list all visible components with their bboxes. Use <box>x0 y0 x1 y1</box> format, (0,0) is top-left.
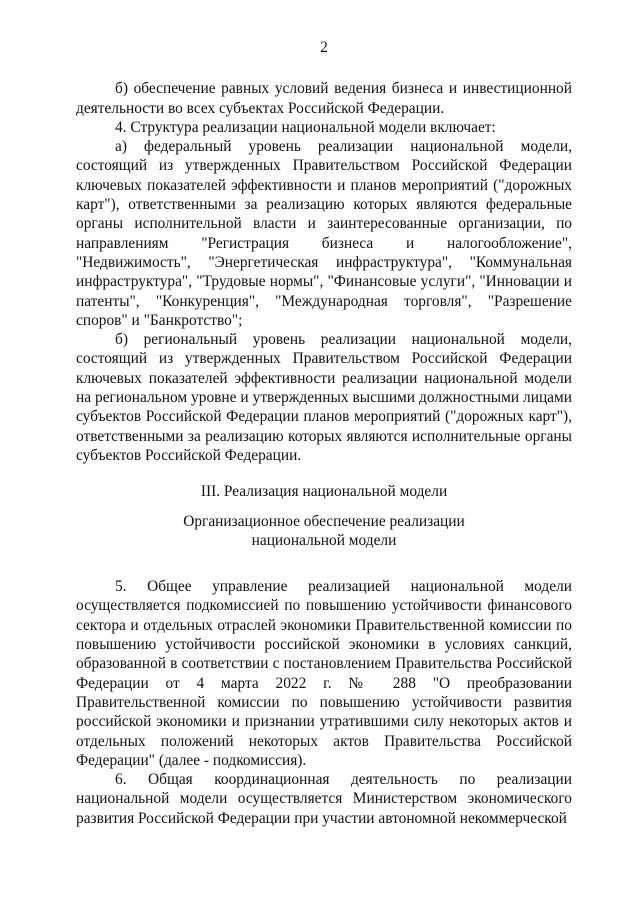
subsection-title-line-1: Организационное обеспечение реализации <box>183 512 465 530</box>
paragraph-3b: б) обеспечение равных условий ведения бизнеса и инвестиционной деятельности во всех субъектах Российской Федерации. <box>76 80 572 117</box>
paragraph-4a: а) федеральный уровень реализации национальной модели, состоящий из утвержденных Правительством Российской Федерации ключевых показателей эффективности и планов мероприятий ("дорожных карт"), ответственными за реализацию которых являются федеральные органы исполнительной власти и заинтересованные организации, по направлениям "Регистрация бизнеса и налогообложение", "Недвижимость", "Энергетическая инфраструктура", "Коммунальная инфраструктура", "Трудовые нормы", "Финансовые услуги", "Инновации и патенты", "Конкуренция", "Международная торговля", "Разрешение споров" и "Банкротство"; <box>76 138 572 329</box>
page-number: 2 <box>320 39 328 56</box>
subsection-title <box>76 512 572 551</box>
paragraph-4b: б) региональный уровень реализации национальной модели, состоящий из утвержденных Правительством Российской Федерации ключевых показателей эффективности реализации национальной модели на региональном уровне и утвержденных высшими должностными лицами субъектов Российской Федерации планов мероприятий ("дорожных карт"), ответственными за реализацию которых являются исполнительные органы субъектов Российской Федерации. <box>76 331 572 464</box>
paragraph-5: 5. Общее управление реализацией национальной модели осуществляется подкомиссией по повышению устойчивости финансового сектора и отдельных отраслей экономики Правительственной комиссии по повышению устойчивости российской экономики в условиях санкций, образованной в соответствии с постановлением Правительства Российской Федерации от 4 марта 2022 г. № 288 "О преобразовании Правительственной комиссии по повышению устойчивости развития российской экономики и признании утратившими силу некоторых актов и отдельных положений некоторых актов Правительства Российской Федерации" (далее - подкомиссия). <box>76 578 572 769</box>
paragraph-6: 6. Общая координационная деятельность по реализации национальной модели осуществляется Министерством экономического развития Российской Федерации при участии автономной некоммерческой <box>76 771 572 827</box>
section-title: III. Реализация национальной модели <box>200 483 448 501</box>
subsection-title-line-2: национальной модели <box>251 531 397 549</box>
paragraph-4: 4. Структура реализации национальной модели включает: <box>115 118 496 136</box>
